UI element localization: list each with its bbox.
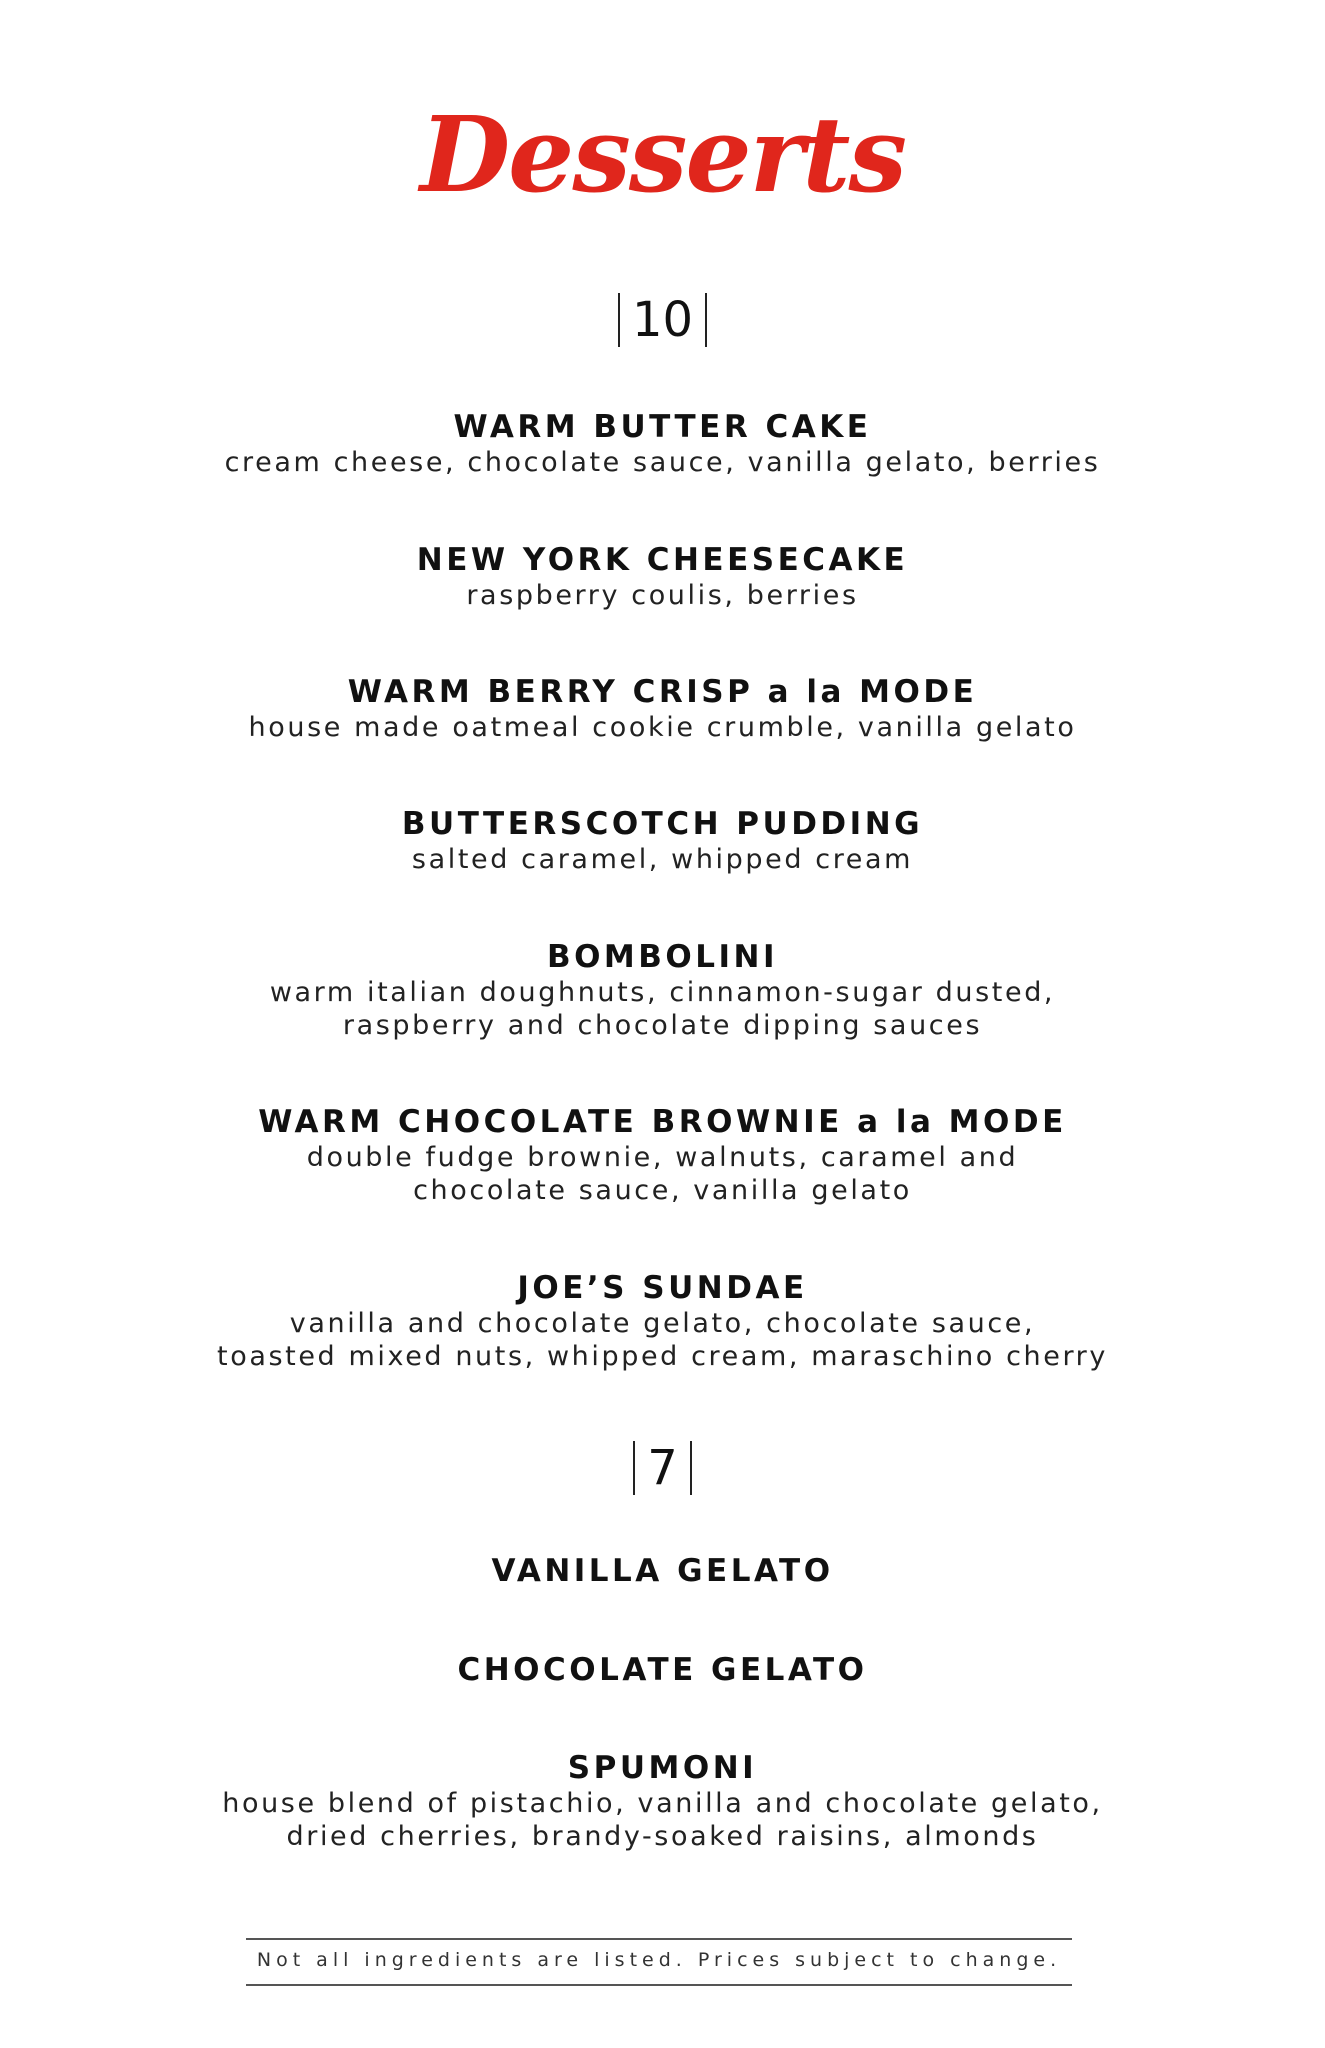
price-heading-7: [0, 1438, 1325, 1498]
menu-item: [0, 673, 1325, 744]
item-name: BUTTERSCOTCH PUDDING: [401, 806, 924, 842]
menu-item: [0, 1749, 1325, 1853]
item-name: BOMBOLINI: [546, 939, 779, 975]
item-description: raspberry coulis, berries: [466, 580, 859, 611]
price-value: 7: [647, 1440, 678, 1496]
item-name: SPUMONI: [567, 1750, 758, 1786]
menu-title: Desserts: [419, 93, 905, 216]
item-name: WARM BUTTER CAKE: [453, 409, 872, 445]
item-description: warm italian doughnuts, cinnamon-sugar dusted,: [269, 977, 1056, 1008]
menu-item: [0, 1552, 1325, 1590]
item-description: salted caramel, whipped cream: [411, 844, 914, 875]
item-description: chocolate sauce, vanilla gelato: [413, 1175, 912, 1206]
item-description: double fudge brownie, walnuts, caramel and: [306, 1142, 1019, 1173]
price-value: 10: [631, 292, 694, 348]
item-description: vanilla and chocolate gelato, chocolate sauce,: [289, 1308, 1036, 1339]
item-description: cream cheese, chocolate sauce, vanilla gelato, berries: [224, 447, 1101, 478]
price-heading-10: [0, 290, 1325, 350]
item-name: CHOCOLATE GELATO: [457, 1652, 868, 1688]
price-divider-right: [705, 293, 707, 347]
item-name: WARM CHOCOLATE BROWNIE a la MODE: [258, 1104, 1067, 1140]
footer-disclaimer: Not all ingredients are listed. Prices subject to change.: [246, 1938, 1072, 1986]
menu-item: [0, 541, 1325, 612]
price-divider-left: [633, 1441, 635, 1495]
menu-item: [0, 938, 1325, 1042]
item-name: JOE’S SUNDAE: [517, 1270, 808, 1306]
item-description: house made oatmeal cookie crumble, vanilla gelato: [248, 712, 1077, 743]
menu-item: [0, 408, 1325, 479]
item-name: NEW YORK CHEESECAKE: [416, 542, 909, 578]
price-divider-left: [618, 293, 620, 347]
item-name: WARM BERRY CRISP a la MODE: [347, 674, 978, 710]
item-description: house blend of pistachio, vanilla and chocolate gelato,: [222, 1788, 1103, 1819]
menu-item: [0, 1269, 1325, 1373]
item-description: raspberry and chocolate dipping sauces: [342, 1010, 983, 1041]
menu-item: [0, 1651, 1325, 1689]
item-name: VANILLA GELATO: [491, 1553, 834, 1589]
price-divider-right: [690, 1441, 692, 1495]
menu-item: [0, 1103, 1325, 1207]
menu-item: [0, 805, 1325, 876]
item-description: toasted mixed nuts, whipped cream, maraschino cherry: [217, 1341, 1108, 1372]
item-description: dried cherries, brandy-soaked raisins, almonds: [286, 1821, 1039, 1852]
